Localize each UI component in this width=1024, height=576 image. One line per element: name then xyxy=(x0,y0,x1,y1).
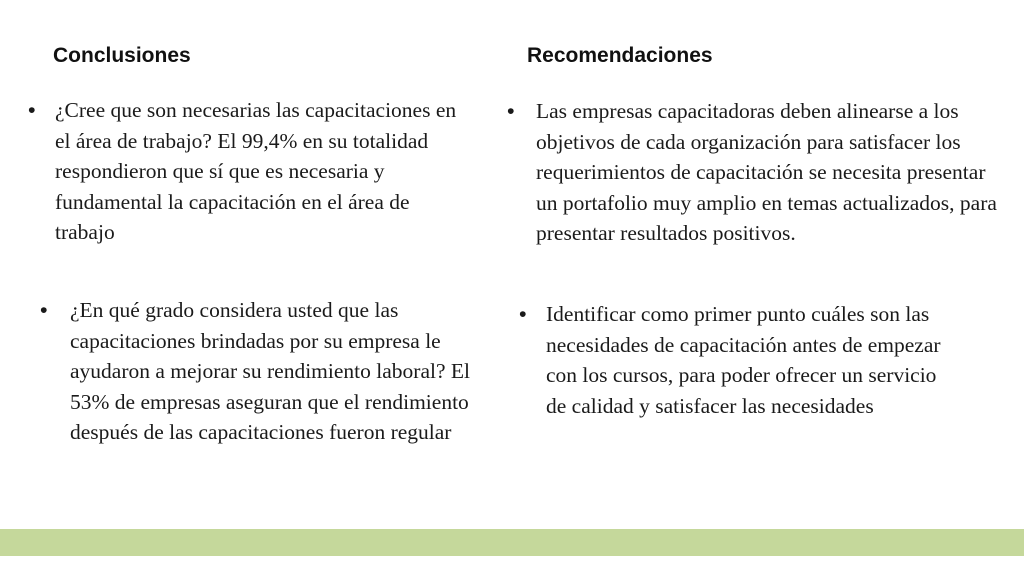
recommendation-text-2: Identificar como primer punto cuáles son las necesidades de capacitación antes de empezar con los cursos, para poder ofrecer un servicio de calidad y satisfacer las necesidades xyxy=(546,302,941,418)
recommendations-heading: Recomendaciones xyxy=(527,44,713,67)
recommendation-item-1 xyxy=(507,96,1007,249)
bullet-icon: • xyxy=(519,302,527,326)
conclusion-item-2 xyxy=(40,295,480,448)
footer-accent-bar xyxy=(0,529,1024,556)
conclusion-text-1: ¿Cree que son necesarias las capacitaciones en el área de trabajo? El 99,4% en su totalidad respondieron que sí que es necesaria y fundamental la capacitación en el área de trabajo xyxy=(55,98,457,244)
conclusion-text-2: ¿En qué grado considera usted que las capacitaciones brindadas por su empresa le ayudaron a mejorar su rendimiento laboral? El 53% de empresas aseguran que el rendimiento después de las capacitaciones fueron regular xyxy=(70,298,470,444)
bullet-icon: • xyxy=(507,99,515,123)
recommendation-text-1: Las empresas capacitadoras deben alinearse a los objetivos de cada organización para satisfacer los requerimientos de capacitación se necesita presentar un portafolio muy amplio en temas actualizados, para presentar resultados positivos. xyxy=(536,99,997,245)
conclusion-item-1 xyxy=(28,95,468,248)
recommendation-item-2 xyxy=(519,299,949,421)
bullet-icon: • xyxy=(28,98,36,122)
conclusions-heading: Conclusiones xyxy=(53,44,191,67)
bullet-icon: • xyxy=(40,298,48,322)
